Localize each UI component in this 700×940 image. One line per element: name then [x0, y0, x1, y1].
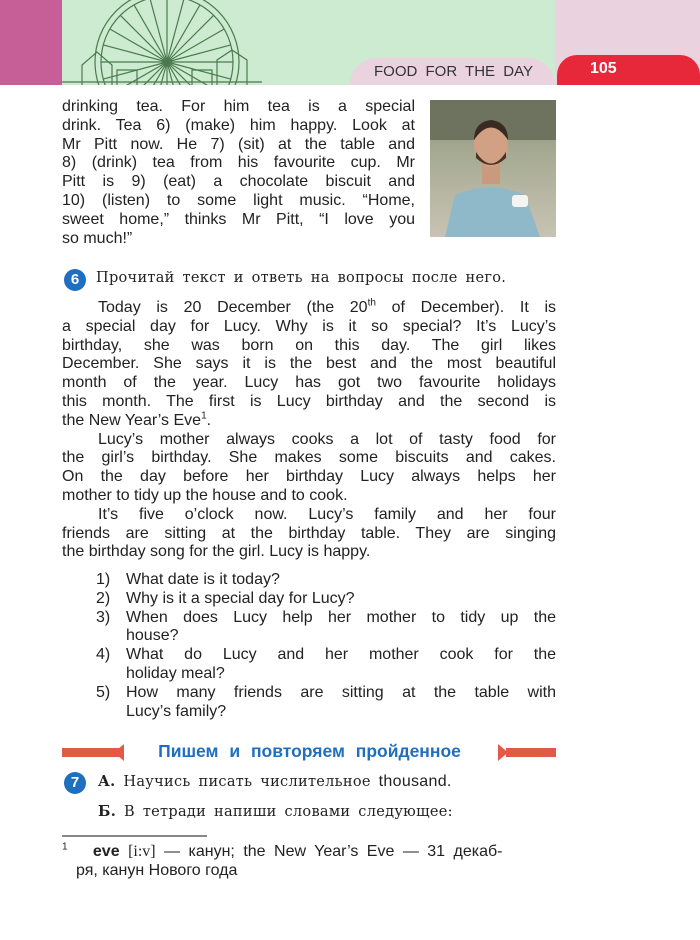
heading-bar-left	[62, 748, 120, 757]
question-line: How many friends are sitting at the table with	[126, 683, 556, 701]
story-line: this month. The first is Lucy birthday and the second is	[62, 392, 556, 410]
question-item	[96, 571, 556, 590]
exercise-6-badge: 6	[64, 269, 86, 291]
footnote-divider	[62, 835, 207, 837]
exercise-7b	[98, 803, 453, 820]
question-text	[126, 684, 556, 722]
question-item	[96, 609, 556, 647]
footnote-word: eve	[92, 843, 120, 860]
story-line: a special day for Lucy. Why is it so special? It’s Lucy’s	[62, 317, 556, 335]
exercise-7b-label: Б.	[98, 803, 117, 820]
exercise-7a-word: thousand.	[378, 773, 452, 790]
story-line: the girl’s birthday. She makes some biscuits and cakes.	[62, 449, 556, 467]
text-line: Pitt is 9) (eat) a chocolate biscuit and	[62, 173, 415, 191]
chapter-title: FOOD FOR THE DAY	[374, 63, 533, 80]
story-line: friends are sitting at the birthday table. They are singing	[62, 524, 556, 542]
footnote	[62, 843, 556, 881]
exercise-7a-label: А.	[98, 773, 116, 790]
text-line: drink. Tea 6) (make) him happy. Look at	[62, 116, 415, 134]
question-number: 5)	[96, 683, 111, 701]
lucy-story	[62, 299, 556, 562]
exercise-7a-text: Научись писать числительное	[123, 774, 371, 790]
question-line: Lucy’s family?	[126, 702, 227, 720]
question-item	[96, 590, 556, 609]
wheel-spoke	[167, 45, 231, 62]
story-line: Today is 20 December (the 20th of December). It is	[98, 297, 556, 316]
text-line: sweet home,” thinks Mr Pitt, “I love you	[62, 210, 415, 228]
questions-list	[96, 571, 556, 721]
footnote-mark: 1	[62, 841, 68, 853]
story-line: the New Year’s Eve$^1$.	[62, 410, 212, 429]
page-number-tab	[557, 55, 700, 85]
story-line: Lucy’s mother always cooks a lot of tasty food for	[98, 430, 556, 448]
story-continuation	[62, 98, 415, 248]
story-line: birthday, she was born on this day. The girl likes	[62, 336, 556, 354]
exercise-6-instruction: Прочитай текст и ответь на вопросы после него.	[96, 270, 507, 286]
question-number: 1)	[96, 571, 111, 588]
text-line: drinking tea. For him tea is a special	[62, 98, 415, 115]
story-line: On the day before her birthday Lucy always helps her	[62, 468, 556, 486]
text-line: 10) (listen) to some light music. “Home,	[62, 191, 415, 209]
question-text	[126, 609, 556, 647]
question-item	[96, 646, 556, 684]
question-number: 4)	[96, 646, 111, 664]
ferris-wheel-illustration	[62, 0, 262, 85]
wheel-spoke	[103, 45, 167, 62]
text-line: so much!”	[62, 229, 133, 247]
question-text	[126, 646, 556, 684]
question-line: Why is it a special day for Lucy?	[126, 589, 355, 607]
man-illustration	[430, 100, 556, 237]
story-line: December. She says it is the best and the most beautiful	[62, 355, 556, 373]
heading-bar-right	[506, 748, 556, 757]
question-number: 3)	[96, 608, 111, 626]
story-line: month of the year. Lucy has got two favourite holidays	[62, 374, 556, 392]
page-number: 105	[590, 60, 617, 77]
footnote-line-1: — канун; the New Year’s Eve — 31 декаб-	[164, 843, 503, 860]
exercise-7a	[98, 773, 452, 791]
question-line: holiday meal?	[126, 664, 225, 682]
superscript: 1	[201, 410, 207, 422]
question-line: What do Lucy and her mother cook for the	[126, 646, 556, 664]
story-line: It’s five o’clock now. Lucy’s family and her four	[98, 505, 556, 523]
question-number: 2)	[96, 589, 111, 607]
man-with-tea-photo	[430, 100, 556, 237]
question-line: house?	[126, 627, 179, 645]
superscript: th	[367, 297, 376, 309]
question-line: When does Lucy help her mother to tidy up the	[126, 608, 556, 626]
question-text	[126, 571, 556, 590]
text-line: Mr Pitt now. He 7) (sit) at the table and	[62, 135, 415, 153]
header-left-strip	[0, 0, 62, 85]
story-line: the birthday song for the girl. Lucy is happy.	[62, 543, 371, 561]
section-heading	[62, 741, 556, 763]
exercise-7b-text: В тетради напиши словами следующее:	[123, 804, 453, 820]
footnote-line-2: ря, канун Нового года	[76, 861, 238, 879]
question-item	[96, 684, 556, 722]
section-title: Пишем и повторяем пройденное	[158, 741, 461, 761]
story-line: mother to tidy up the house and to cook.	[62, 486, 348, 504]
question-line: What date is it today?	[126, 571, 280, 588]
question-text	[126, 590, 556, 609]
text-line: 8) (drink) tea from his favourite cup. Mr	[62, 154, 415, 172]
footnote-transcription: [i:v]	[128, 843, 156, 860]
exercise-7-badge: 7	[64, 772, 86, 794]
